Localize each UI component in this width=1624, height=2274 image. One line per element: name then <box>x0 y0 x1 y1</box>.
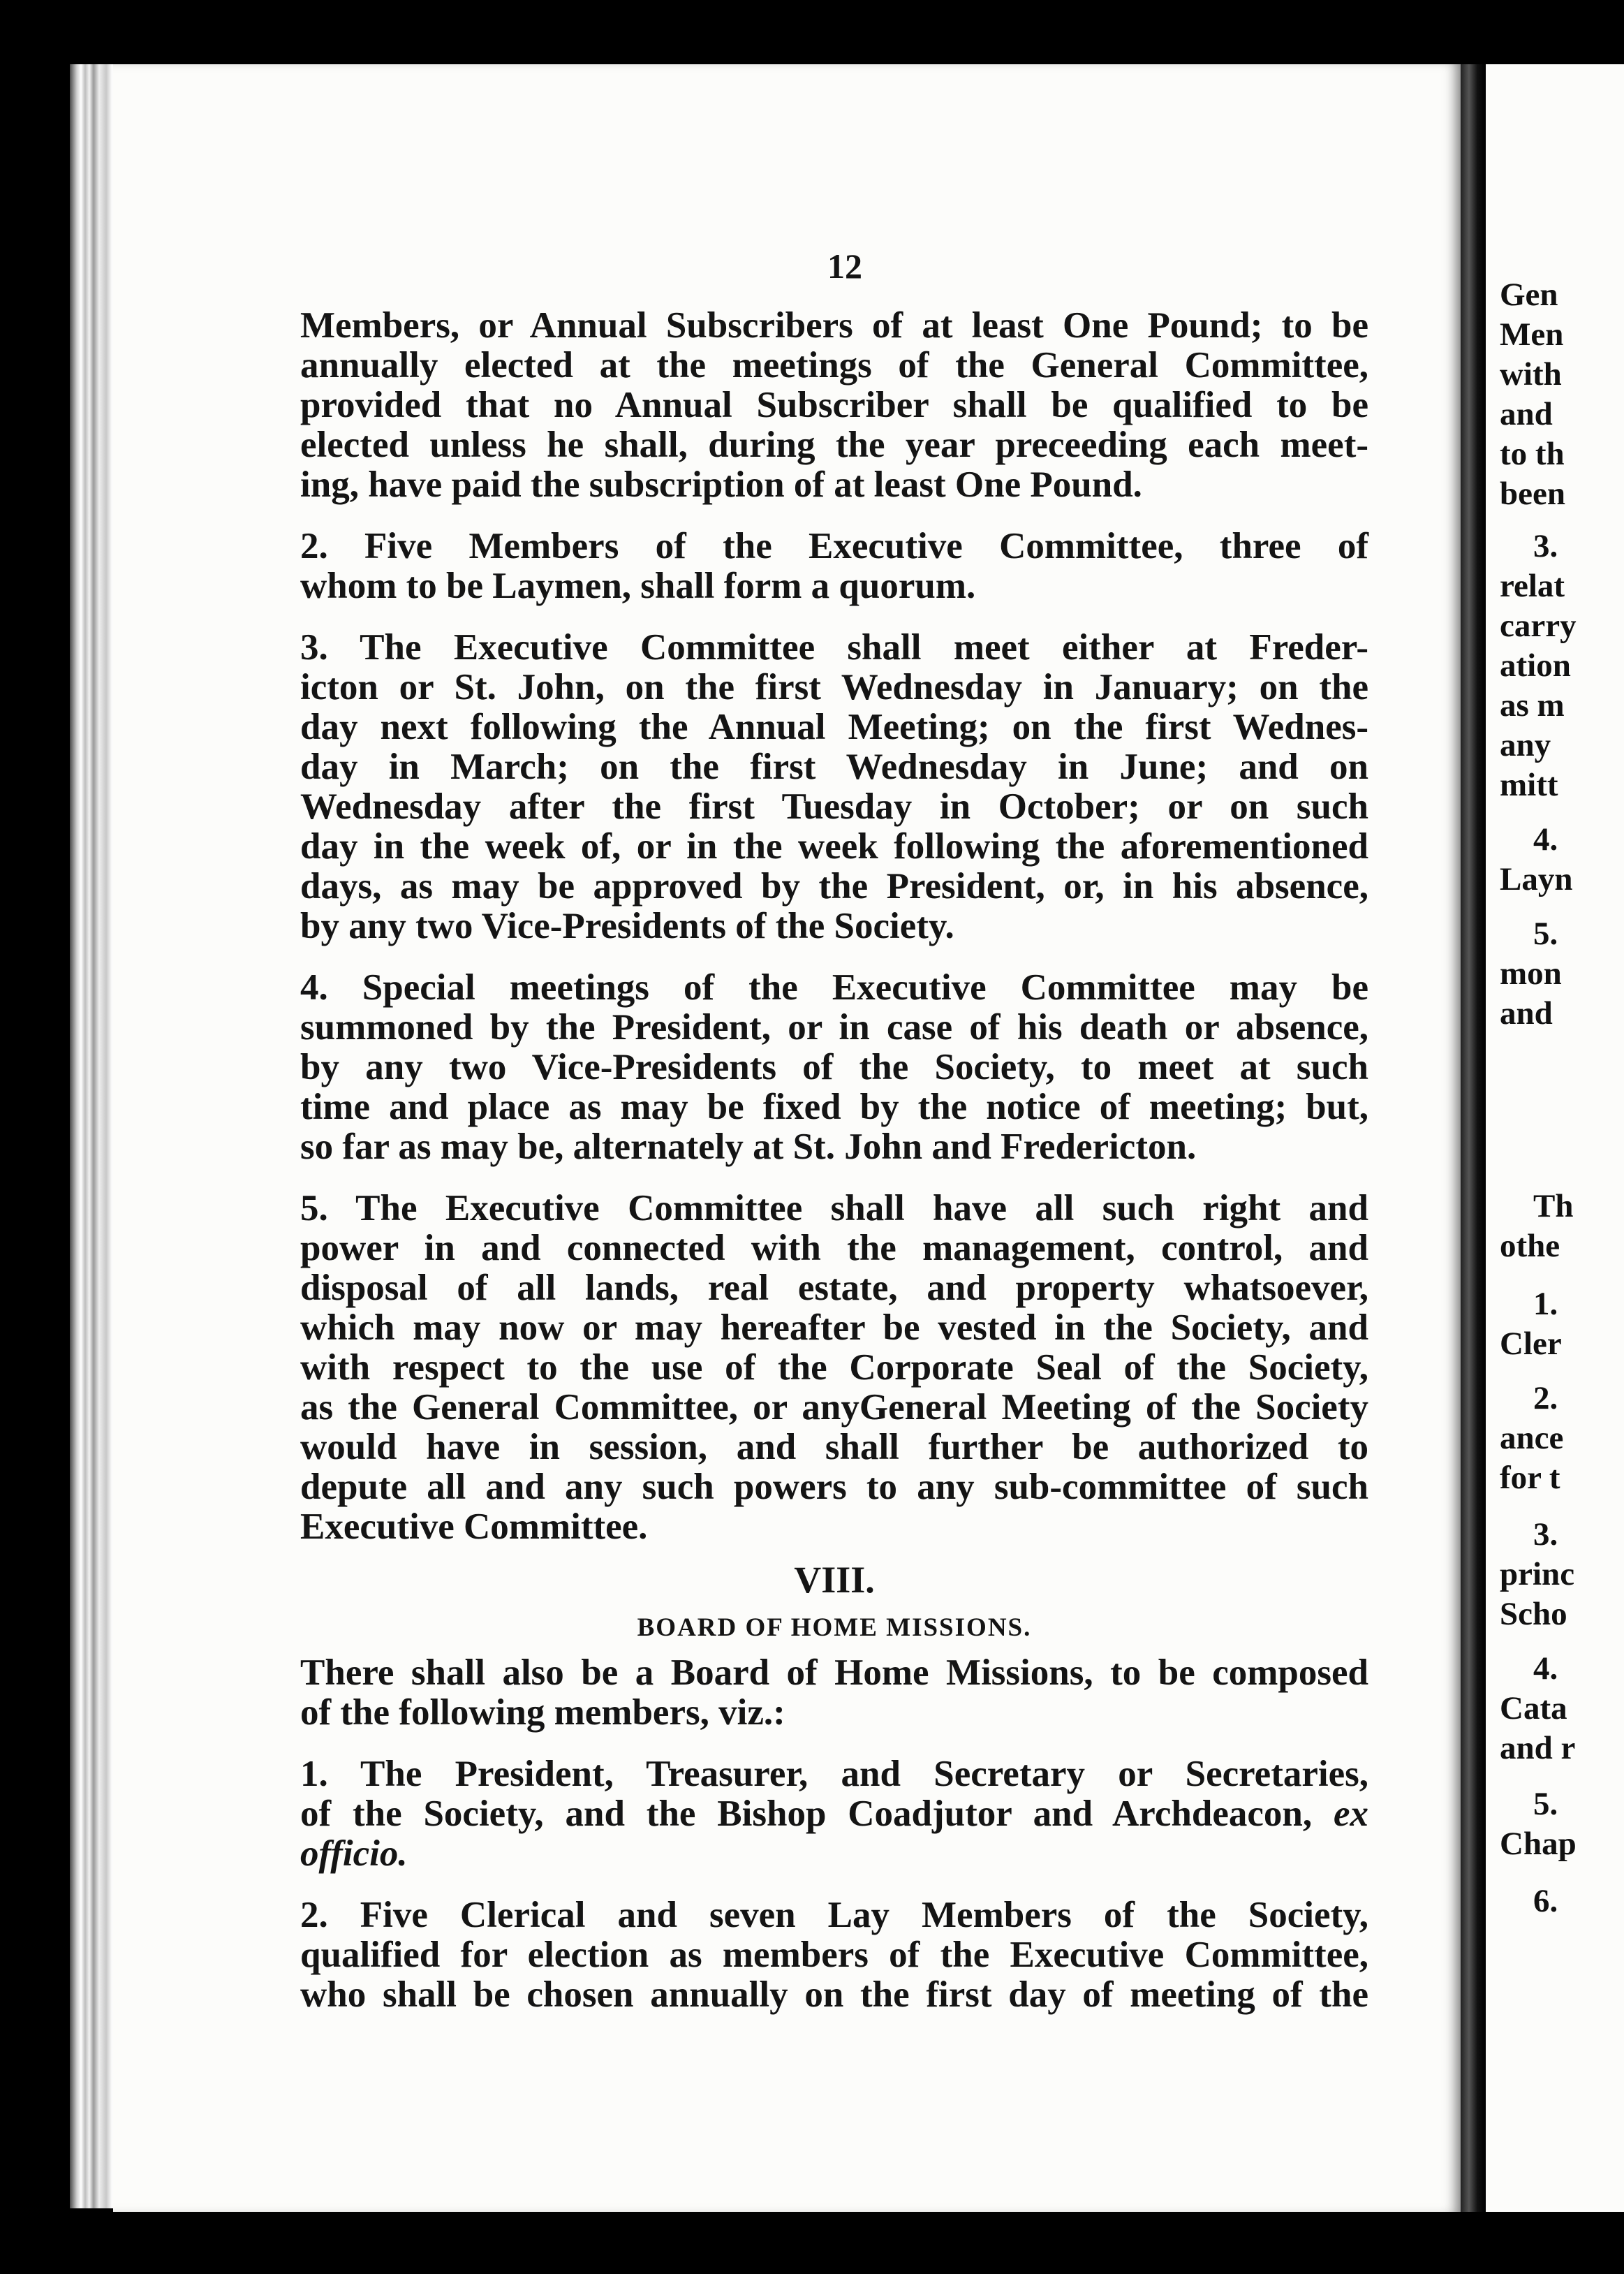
facing-page-fragment: with <box>1500 356 1562 393</box>
facing-page-fragment: ation <box>1500 647 1571 684</box>
text-line: summoned by the President, or in case of his death or absence, <box>300 1007 1368 1048</box>
facing-page-fragment: princ <box>1500 1556 1575 1592</box>
text-span: of the Society, and the Bishop Coadjutor and Archdeacon, <box>300 1793 1313 1834</box>
text-line: by any two Vice-Presidents of the Society. <box>300 906 954 946</box>
text-line: day next following the Annual Meeting; on the first Wednes- <box>300 707 1368 747</box>
text-line: day in the week of, or in the week following the aforementioned <box>300 826 1368 867</box>
facing-page <box>1486 64 1624 2212</box>
text-line: annually elected at the meetings of the General Committee, <box>300 345 1368 386</box>
text-line: day in March; on the first Wednesday in June; and on <box>300 747 1368 787</box>
text-line: of the following members, viz.: <box>300 1692 785 1733</box>
text-line: 2. Five Clerical and seven Lay Members of the Society, <box>300 1895 1368 1935</box>
facing-page-fragment: 3. <box>1533 1516 1558 1553</box>
text-line: 5. The Executive Committee shall have all such right and <box>300 1188 1368 1228</box>
paragraph-special-meetings <box>300 968 1368 1167</box>
facing-page-fragment: mitt <box>1500 767 1558 803</box>
facing-page-fragment: Men <box>1500 316 1564 353</box>
text-line: ing, have paid the subscription of at least One Pound. <box>300 464 1142 505</box>
facing-page-fragment: relat <box>1500 568 1565 604</box>
text-line: as the General Committee, or anyGeneral Meeting of the Society <box>300 1387 1368 1428</box>
text-line: provided that no Annual Subscriber shall be qualified to be <box>300 385 1368 425</box>
text-line: 4. Special meetings of the Executive Committee may be <box>300 967 1368 1008</box>
text-line <box>300 1794 1368 1834</box>
facing-page-fragment: 4. <box>1533 1650 1558 1687</box>
paragraph-board-item-2 <box>300 1895 1368 2015</box>
facing-page-fragment: 2. <box>1533 1380 1558 1416</box>
text-line: time and place as may be fixed by the notice of meeting; but, <box>300 1087 1368 1127</box>
facing-page-fragment: Gen <box>1500 277 1558 313</box>
facing-page-fragment: othe <box>1500 1228 1560 1264</box>
facing-page-fragment: and r <box>1500 1730 1576 1766</box>
facing-page-fragment: 4. <box>1533 821 1558 858</box>
book-gutter <box>1461 64 1486 2212</box>
facing-page-fragment: Layn <box>1500 861 1573 897</box>
page-number: 12 <box>827 247 862 286</box>
facing-page-fragment: Scho <box>1500 1596 1567 1632</box>
text-line: depute all and any such powers to any sub-committee of such <box>300 1467 1368 1507</box>
facing-page-fragment: Cler <box>1500 1326 1562 1362</box>
facing-page-fragment: Cata <box>1500 1690 1567 1726</box>
facing-page-fragment: 3. <box>1533 528 1558 564</box>
text-line: disposal of all lands, real estate, and property whatsoever, <box>300 1268 1368 1308</box>
facing-page-fragment: to th <box>1500 436 1565 472</box>
text-line: with respect to the use of the Corporate Seal of the Society, <box>300 1347 1368 1388</box>
page-stack-edge <box>70 64 119 2208</box>
text-line: officio. <box>300 1833 408 1874</box>
facing-page-fragment: 5. <box>1533 1786 1558 1822</box>
text-line: qualified for election as members of the Executive Committee, <box>300 1935 1368 1975</box>
facing-page-fragment: been <box>1500 476 1565 512</box>
facing-page-fragment: for t <box>1500 1460 1560 1496</box>
facing-page-fragment: as m <box>1500 687 1565 724</box>
text-line: which may now or may hereafter be vested in the Society, and <box>300 1307 1368 1348</box>
text-line: icton or St. John, on the first Wednesday in January; on the <box>300 667 1368 707</box>
paragraph-board-item-1 <box>300 1754 1368 1874</box>
facing-page-fragment: 1. <box>1533 1286 1558 1322</box>
text-line: would have in session, and shall further be authorized to <box>300 1427 1368 1467</box>
facing-page-fragment: Chap <box>1500 1826 1577 1862</box>
text-line: who shall be chosen annually on the first day of meeting of the <box>300 1974 1368 2015</box>
facing-page-fragment: 5. <box>1533 916 1558 952</box>
facing-page-fragment: and <box>1500 995 1553 1032</box>
facing-page-fragment: and <box>1500 396 1553 432</box>
facing-page-fragment: any <box>1500 727 1551 763</box>
facing-page-fragment: mon <box>1500 955 1562 992</box>
paragraph-powers <box>300 1189 1368 1547</box>
section-title: BOARD OF HOME MISSIONS. <box>637 1613 1032 1642</box>
text-line: days, as may be approved by the President, or, in his absence, <box>300 866 1368 907</box>
text-line: Members, or Annual Subscribers of at least One Pound; to be <box>300 305 1368 346</box>
text-line: so far as may be, alternately at St. John and Fredericton. <box>300 1127 1197 1167</box>
page-body-text <box>300 241 1368 2015</box>
text-line: by any two Vice-Presidents of the Society, to meet at such <box>300 1047 1368 1087</box>
paragraph-meetings <box>300 628 1368 946</box>
section-numeral: VIII. <box>794 1559 875 1601</box>
italic-text: ex <box>1333 1793 1369 1834</box>
paragraph-quorum <box>300 527 1368 606</box>
text-line: Executive Committee. <box>300 1506 648 1547</box>
facing-page-fragment: 6. <box>1533 1883 1558 1919</box>
paragraph-members <box>300 306 1368 505</box>
text-line: Wednesday after the first Tuesday in October; or on such <box>300 786 1368 827</box>
facing-page-fragment: ance <box>1500 1420 1564 1456</box>
text-line: elected unless he shall, during the year preceeding each meet- <box>300 425 1368 465</box>
text-line: There shall also be a Board of Home Missions, to be composed <box>300 1652 1368 1693</box>
paragraph-board-intro <box>300 1653 1368 1733</box>
text-line: 2. Five Members of the Executive Committee, three of <box>300 526 1368 566</box>
text-line: power in and connected with the management, control, and <box>300 1228 1368 1268</box>
text-line: 3. The Executive Committee shall meet either at Freder- <box>300 627 1368 668</box>
text-line: 1. The President, Treasurer, and Secretary or Secretaries, <box>300 1754 1368 1794</box>
facing-page-fragment: Th <box>1533 1188 1574 1224</box>
facing-page-fragment: carry <box>1500 608 1577 644</box>
text-line: whom to be Laymen, shall form a quorum. <box>300 566 976 606</box>
